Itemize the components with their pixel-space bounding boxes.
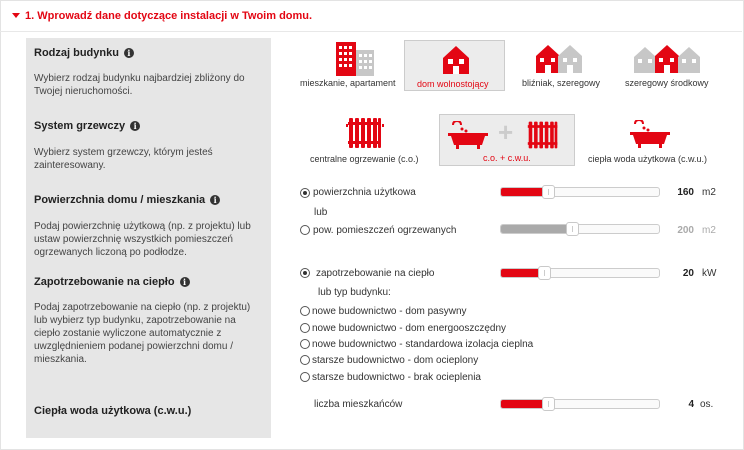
heat-demand-desc: Podaj zapotrzebowanie na ciepło (np. z projektu) lub wybierz typ budynku, zapotrzebowanie na ciepło zostanie wyliczone automatycznie z uwzględnieniem podanej powierzchni domu / mieszkania. xyxy=(34,302,251,365)
slider-handle[interactable] xyxy=(566,222,579,236)
radio-building-type[interactable] xyxy=(300,355,310,365)
heat-demand-heading: Zapotrzebowanie na ciepło i xyxy=(34,276,190,288)
info-icon[interactable]: i xyxy=(180,277,190,287)
building-option-label: dom wolnostojący xyxy=(417,79,489,89)
radiator-icon xyxy=(526,121,560,149)
heated-area-value: 200 xyxy=(677,225,694,236)
heating-option-label: centralne ogrzewanie (c.o.) xyxy=(310,154,419,164)
radio-usable-area[interactable] xyxy=(300,188,310,198)
building-type-desc: Wybierz rodzaj budynku najbardziej zbliżony do Twojej nieruchomości. xyxy=(34,73,245,97)
building-type-label: nowe budownictwo - standardowa izolacja cieplna xyxy=(312,339,534,350)
building-option-detached[interactable] xyxy=(404,40,505,91)
residents-slider[interactable] xyxy=(500,399,660,409)
slider-handle[interactable] xyxy=(542,185,555,199)
heat-demand-slider[interactable] xyxy=(500,268,660,278)
building-option-apartment[interactable] xyxy=(296,40,404,90)
bathtub-icon xyxy=(630,120,670,148)
heating-system-heading: System grzewczy i xyxy=(34,120,140,132)
building-option-label: mieszkanie, apartament xyxy=(300,78,396,88)
heating-option-label: c.o. + c.w.u. xyxy=(483,153,531,163)
section-header[interactable] xyxy=(0,0,742,32)
radio-building-type[interactable] xyxy=(300,306,310,316)
usable-area-slider[interactable] xyxy=(500,187,660,197)
semi-detached-house-icon xyxy=(536,45,582,73)
heated-area-slider[interactable] xyxy=(500,224,660,234)
usable-area-label: powierzchnia użytkowa xyxy=(313,187,416,198)
building-type-label: nowe budownictwo - dom pasywny xyxy=(312,306,467,317)
heat-demand-unit: kW xyxy=(702,268,717,279)
plus-icon: + xyxy=(498,117,514,147)
usable-area-value: 160 xyxy=(677,187,694,198)
area-heading: Powierzchnia domu / mieszkania i xyxy=(34,194,220,206)
slider-handle[interactable] xyxy=(542,397,555,411)
building-option-terraced-middle[interactable] xyxy=(618,40,716,90)
heating-option-combined[interactable] xyxy=(439,114,575,166)
bathtub-icon xyxy=(448,121,488,149)
section-title: 1. Wprowadź dane dotyczące instalacji w Twoim domu. xyxy=(25,10,313,22)
residents-label: liczba mieszkańców xyxy=(314,399,403,410)
building-type-heading: Rodzaj budynku i xyxy=(34,47,134,59)
heated-area-unit: m2 xyxy=(702,225,716,236)
hot-water-heading: Ciepła woda użytkowa (c.w.u.) xyxy=(34,405,192,417)
slider-fill xyxy=(501,400,548,408)
radio-building-type[interactable] xyxy=(300,339,310,349)
terraced-house-icon xyxy=(634,45,700,73)
building-option-semi-detached[interactable] xyxy=(512,40,610,90)
heat-demand-value: 20 xyxy=(682,268,694,279)
building-option-label: bliźniak, szeregowy xyxy=(522,78,601,88)
heat-demand-label: zapotrzebowanie na ciepło xyxy=(316,268,435,279)
apartment-building-icon xyxy=(334,42,376,76)
building-type-label: starsze budownictwo - brak ocieplenia xyxy=(312,372,481,383)
radio-heated-area[interactable] xyxy=(300,225,310,235)
building-type-label: nowe budownictwo - dom energooszczędny xyxy=(312,323,506,334)
house-icon xyxy=(443,46,469,74)
sidebar xyxy=(26,38,271,438)
info-icon[interactable]: i xyxy=(210,195,220,205)
heating-option-central[interactable] xyxy=(304,114,428,166)
or-label: lub xyxy=(314,207,328,218)
radio-heat-demand[interactable] xyxy=(300,268,310,278)
building-type-intro: lub typ budynku: xyxy=(318,287,391,298)
usable-area-unit: m2 xyxy=(702,187,716,198)
radio-building-type[interactable] xyxy=(300,323,310,333)
radio-building-type[interactable] xyxy=(300,372,310,382)
residents-unit: os. xyxy=(700,399,714,410)
info-icon[interactable]: i xyxy=(130,121,140,131)
heating-option-hot-water[interactable] xyxy=(582,114,722,166)
collapse-arrow-icon[interactable] xyxy=(12,13,20,18)
building-option-label: szeregowy środkowy xyxy=(625,78,709,88)
slider-fill xyxy=(501,188,548,196)
slider-handle[interactable] xyxy=(538,266,551,280)
info-icon[interactable]: i xyxy=(124,48,134,58)
slider-fill xyxy=(501,225,572,233)
radiator-icon xyxy=(346,118,384,148)
building-type-label: starsze budownictwo - dom ocieplony xyxy=(312,355,479,366)
heating-option-label: ciepła woda użytkowa (c.w.u.) xyxy=(588,154,708,164)
heated-area-label: pow. pomieszczeń ogrzewanych xyxy=(313,225,457,236)
residents-value: 4 xyxy=(688,399,694,410)
heating-system-desc: Wybierz system grzewczy, którym jesteś zainteresowany. xyxy=(34,147,213,171)
area-desc: Podaj powierzchnię użytkową (np. z projektu) lub ustaw powierzchnię wszystkich pomieszczeń ogrzewanych liczoną po podłodze. xyxy=(34,221,251,258)
